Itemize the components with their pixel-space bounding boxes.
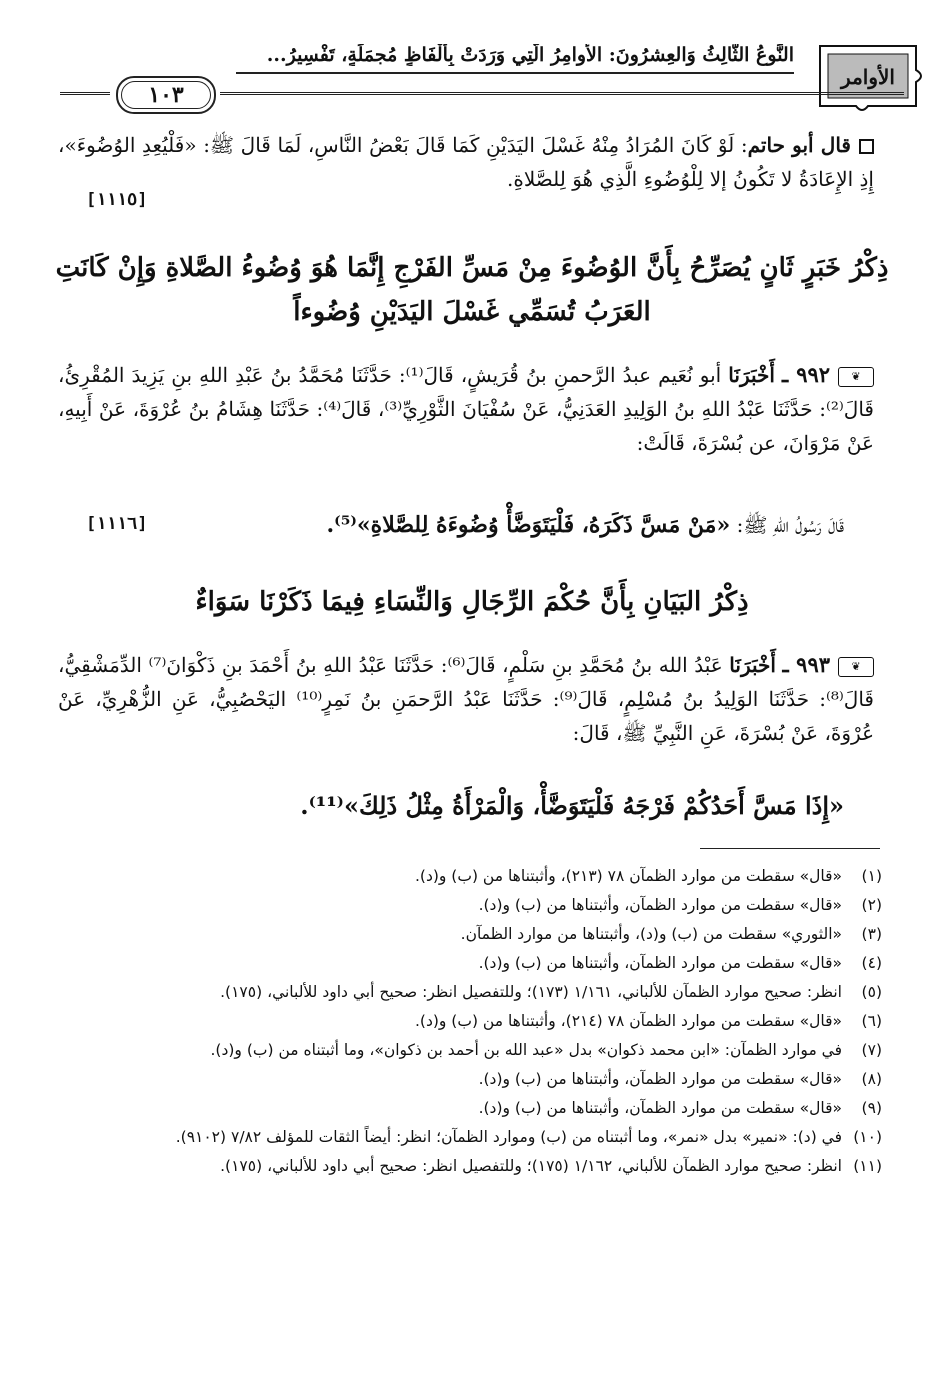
isnad-text: أبو نُعَيم عبدُ الرَّحمنِ بنُ قُرَيشٍ، قَالَ⁽¹⁾: حَدَّثَنَا مُحَمَّدُ بنُ عَبْدِ اللهِ بنِ يَزِيدَ المُقْرِئُ، قَالَ⁽²⁾: حَدَّثَنَا عَبْدُ اللهِ بنُ الوَلِيدِ العَدَنِيُّ، عَنْ سُفْيَانَ الثَّوْرِيِّ⁽³⁾، قَالَ⁽⁴⁾: حَدَّثَنَا هِشَامُ بنُ عُرْوَةَ، عَنْ أَبِيهِ، عَنْ مَرْوَانَ، عن بُسْرَةَ، قَالَتْ: [58, 363, 874, 455]
hadith-992-matn [58, 508, 844, 542]
footnote-text: في (د): «نمير» بدل «نمر»، وما أثبتناه من (ب) وموارد الظمآن؛ انظر: أيضاً الثقات للمؤلف ٧/٨٢ (٩١٠٢). [175, 1128, 842, 1146]
footnote-text: «قال» سقطت من موارد الظمآن، وأثبتناها من (ب) و(د). [478, 896, 842, 914]
isnad-text: عَبْدُ الله بنُ مُحَمَّدِ بنِ سَلْمٍ، قَالَ⁽⁶⁾: حَدَّثَنَا عَبْدُ اللهِ بنُ أَحْمَدَ بنِ ذَكْوَانَ⁽⁷⁾ الدِّمَشْقِيُّ، قَالَ⁽⁸⁾: حَدَّثَنَا الوَلِيدُ بنُ مُسْلِمٍ، قَالَ⁽⁹⁾: حَدَّثَنَا عَبْدُ الرَّحمَنِ بنُ نَمِرٍ⁽¹⁰⁾ اليَحْصُبِيُّ، عَنِ الزُّهْرِيِّ، عَنْ عُرْوَةَ، عَنْ بُسْرَةَ، عَنِ النَّبِيِّ ﷺ، قَالَ: [58, 653, 874, 745]
footnote-number: (٨) [861, 1070, 882, 1088]
section-heading-2: ذِكْرُ البَيَانِ بِأَنَّ حُكْمَ الرِّجَالِ وَالنِّسَاءِ فِيمَا ذَكَرْنَا سَوَاءٌ [195, 587, 749, 617]
footnote-item [60, 1123, 882, 1152]
hadith-993-matn [58, 786, 844, 829]
page-number: ١٠٣ [116, 76, 216, 114]
akhbarana: أَخْبَرَنَا [729, 653, 776, 677]
footnote-number: (٤) [861, 954, 882, 972]
footnote-text: انظر: صحيح موارد الظمآن للألباني، ١/١٦١ (١٧٣)؛ وللتفصيل انظر: صحيح أبي داود للألباني، (١٧٥). [220, 983, 842, 1001]
abu-hatim-comment [58, 128, 874, 196]
running-title: النَّوعُ الثَّالِثُ وَالعِشرُونَ: الأَوامِرُ الَّتِي وَرَدَتْ بِأَلْفَاظٍ مُجمَلَةٍ، تَفْسِيرُ... [266, 44, 794, 66]
footnote-item [60, 862, 882, 891]
hadith-992-isnad [58, 358, 874, 460]
hadith-993-isnad [58, 648, 874, 750]
header-rule-left [60, 92, 110, 95]
footnote-number: (٩) [861, 1099, 882, 1117]
matn-text: «مَنْ مَسَّ ذَكَرَهُ، فَلْيَتَوَضَّأْ وُضُوءَهُ لِلصَّلاةِ»⁽⁵⁾. [326, 512, 731, 538]
section-heading: ذِكْرُ خَبَرٍ ثَانٍ يُصَرِّحُ بِأَنَّ الوُضُوءَ مِنْ مَسِّ الفَرْجِ إِنَّمَا هُوَ وُضُوءُ الصَّلاةِ وَإِنْ كَانَتِ العَرَبُ تُسَمِّي غَسْلَ اليَدَيْنِ وُضُوءاً [55, 253, 889, 327]
footnote-number: (٧) [861, 1041, 882, 1059]
footnote-item [60, 949, 882, 978]
ref-1116: [١١١٦] [86, 514, 148, 534]
footnote-item [60, 1152, 882, 1181]
footnote-item [60, 1065, 882, 1094]
footnote-text: «قال» سقطت من موارد الظمآن ٧٨ (٢١٣)، وأثبتناها من (ب) و(د). [414, 867, 842, 885]
footnote-item [60, 1036, 882, 1065]
header-rule-right [220, 92, 904, 95]
akhbarana: أَخْبَرَنَا [728, 363, 775, 387]
matn-text: «إِذَا مَسَّ أَحَدُكُمْ فَرْجَهُ فَلْيَتَوَضَّأْ، وَالْمَرْأَةُ مِثْلُ ذَلِكَ»⁽¹¹⁾. [300, 791, 844, 820]
footnote-text: في موارد الظمآن: «ابن محمد ذكوان» بدل «عبد الله بن أحمد بن ذكوان»، وما أثبتناه من (ب) و(د). [210, 1041, 842, 1059]
footnote-text: «الثوري» سقطت من (ب) و(د)، وأثبتناها من موارد الظمآن. [460, 925, 842, 943]
header-rule [236, 72, 794, 74]
footnote-number: (٥) [861, 983, 882, 1001]
footnote-item [60, 891, 882, 920]
footnote-number: (٢) [861, 896, 882, 914]
footnote-text: «قال» سقطت من موارد الظمآن، وأثبتناها من (ب) و(د). [478, 1099, 842, 1117]
footnote-number: (١١) [853, 1157, 882, 1175]
footnote-item [60, 1094, 882, 1123]
footnote-text: انظر: صحيح موارد الظمآن للألباني، ١/١٦٢ (١٧٥)؛ وللتفصيل انظر: صحيح أبي داود للألباني، (١٧٥). [220, 1157, 842, 1175]
matn-intro: قَالَ رَسُولُ اللهِ ﷺ: [736, 513, 844, 537]
footnotes [60, 862, 882, 1181]
footnote-rule [700, 848, 880, 849]
hadith-number: ٩٩٣ ـ [782, 652, 831, 677]
footnote-number: (١) [861, 867, 882, 885]
corner-label: الأوامر [841, 65, 895, 89]
comment-text: : لَوْ كَانَ المُرَادُ مِنْهُ غَسْلَ اليَدَيْنِ كَمَا قَالَ بَعْضُ النَّاسِ، لَمَا قَالَ ﷺ: «فَلْيُعِدِ الوُضُوءَ»، إِذِ الإِعَادَةُ لا تَكُونُ إلا لِلْوُضُوءِ الَّذِي هُوَ لِلصَّلاةِ. [58, 133, 874, 191]
footnote-number: (١٠) [853, 1128, 882, 1146]
square-bullet-icon [859, 139, 874, 154]
footnote-number: (٦) [861, 1012, 882, 1030]
hadith-marker-icon: ❦ [838, 367, 874, 387]
footnote-text: «قال» سقطت من موارد الظمآن ٧٨ (٢١٤)، وأثبتناها من (ب) و(د). [414, 1012, 842, 1030]
footnote-item [60, 978, 882, 1007]
hadith-number: ٩٩٢ ـ [782, 362, 831, 387]
footnote-item [60, 1007, 882, 1036]
hadith-marker-icon: ❦ [838, 657, 874, 677]
comment-label: قال أبو حاتم [747, 133, 851, 157]
footnote-text: «قال» سقطت من موارد الظمآن، وأثبتناها من (ب) و(د). [478, 1070, 842, 1088]
footnote-text: «قال» سقطت من موارد الظمآن، وأثبتناها من (ب) و(د). [478, 954, 842, 972]
footnote-item [60, 920, 882, 949]
footnote-number: (٣) [861, 925, 882, 943]
ref-1115: [١١١٥] [86, 190, 148, 210]
puzzle-corner-icon [808, 36, 928, 116]
